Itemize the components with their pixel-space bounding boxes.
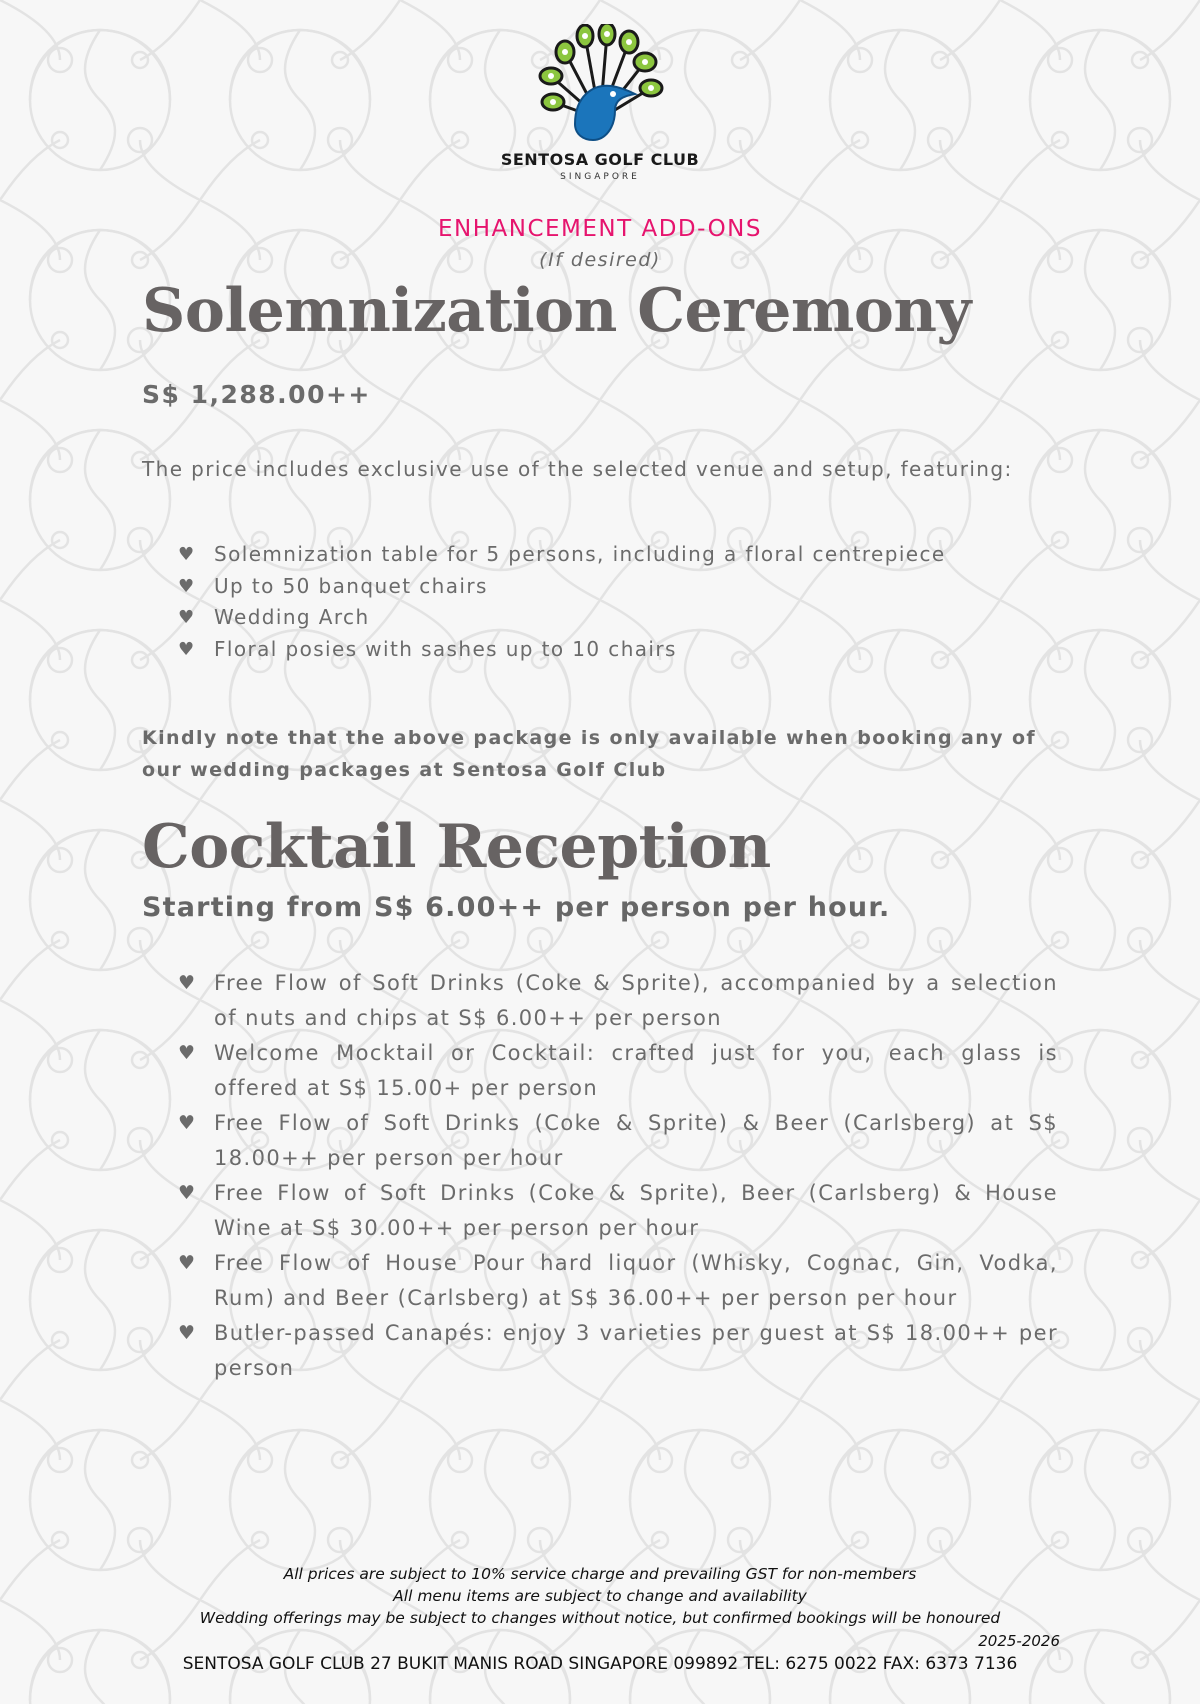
section-subtitle: (If desired) bbox=[539, 249, 661, 271]
list-item bbox=[178, 1176, 1058, 1246]
solemnization-intro: The price includes exclusive use of the selected venue and setup, featuring: bbox=[142, 457, 1013, 481]
heart-icon: ♥ bbox=[178, 1182, 197, 1204]
footer-changes-note: Wedding offerings may be subject to changes without notice, but confirmed bookings will be honoured bbox=[199, 1609, 1001, 1627]
footer-menu-note: All menu items are subject to change and availability bbox=[393, 1587, 807, 1605]
heart-icon: ♥ bbox=[178, 544, 196, 565]
list-item bbox=[178, 539, 946, 571]
list-item-text: Up to 50 banquet chairs bbox=[214, 573, 488, 598]
heart-icon: ♥ bbox=[178, 1042, 197, 1064]
list-item bbox=[178, 1036, 1058, 1106]
cocktail-options-list bbox=[178, 966, 1058, 1386]
solemnization-price: S$ 1,288.00++ bbox=[142, 380, 371, 409]
list-item-text: Solemnization table for 5 persons, including a floral centrepiece bbox=[214, 542, 946, 566]
list-item bbox=[178, 966, 1058, 1036]
list-item-text: Free Flow of Soft Drinks (Coke & Sprite), accompanied by a selection of nuts and chips at S$ 6.00++ per person bbox=[214, 971, 1058, 1030]
list-item bbox=[178, 1316, 1058, 1386]
heart-icon: ♥ bbox=[178, 638, 196, 660]
list-item bbox=[178, 1246, 1058, 1316]
logo-location: SINGAPORE bbox=[560, 172, 640, 182]
club-logo bbox=[490, 24, 710, 182]
logo-name: SENTOSA GOLF CLUB bbox=[500, 150, 700, 169]
cocktail-starting-price: Starting from S$ 6.00++ per person per hour. bbox=[142, 892, 891, 923]
list-item-text: Butler-passed Canapés: enjoy 3 varieties per guest at S$ 18.00++ per person bbox=[214, 1321, 1058, 1380]
footer-service-charge-note: All prices are subject to 10% service charge and prevailing GST for non-members bbox=[283, 1565, 917, 1583]
list-item-text: Free Flow of Soft Drinks (Coke & Sprite), Beer (Carlsberg) & House Wine at S$ 30.00++ per person per hour bbox=[214, 1181, 1058, 1240]
list-item bbox=[178, 602, 946, 634]
solemnization-features-list bbox=[178, 539, 946, 665]
list-item-text: Wedding Arch bbox=[214, 605, 370, 629]
list-item-text: Free Flow of House Pour hard liquor (Whisky, Cognac, Gin, Vodka, Rum) and Beer (Carlsberg) at S$ 36.00++ per person per hour bbox=[214, 1251, 1058, 1310]
footer-year: 2025-2026 bbox=[978, 1632, 1060, 1650]
list-item-text: Welcome Mocktail or Cocktail: crafted just for you, each glass is offered at S$ 15.00+ per person bbox=[214, 1041, 1058, 1100]
package-availability-note: Kindly note that the above package is only available when booking any of our wedding packages at Sentosa Golf Club bbox=[142, 727, 1037, 781]
peacock-logo-icon bbox=[535, 24, 665, 148]
footer-address: SENTOSA GOLF CLUB 27 BUKIT MANIS ROAD SINGAPORE 099892 TEL: 6275 0022 FAX: 6373 7136 bbox=[182, 1654, 1018, 1674]
section-title: ENHANCEMENT ADD-ONS bbox=[437, 216, 762, 242]
heart-icon: ♥ bbox=[178, 575, 196, 597]
heart-icon: ♥ bbox=[178, 972, 197, 994]
heart-icon: ♥ bbox=[178, 1322, 197, 1344]
list-item bbox=[178, 634, 946, 666]
list-item bbox=[178, 571, 946, 603]
list-item bbox=[178, 1106, 1058, 1176]
list-item-text: Free Flow of Soft Drinks (Coke & Sprite) & Beer (Carlsberg) at S$ 18.00++ per person per hour bbox=[214, 1111, 1058, 1170]
heart-icon: ♥ bbox=[178, 1252, 197, 1274]
solemnization-heading: Solemnization Ceremony bbox=[142, 276, 971, 346]
heart-icon: ♥ bbox=[178, 607, 196, 628]
cocktail-heading: Cocktail Reception bbox=[142, 812, 771, 882]
list-item-text: Floral posies with sashes up to 10 chairs bbox=[214, 636, 677, 661]
heart-icon: ♥ bbox=[178, 1112, 197, 1134]
